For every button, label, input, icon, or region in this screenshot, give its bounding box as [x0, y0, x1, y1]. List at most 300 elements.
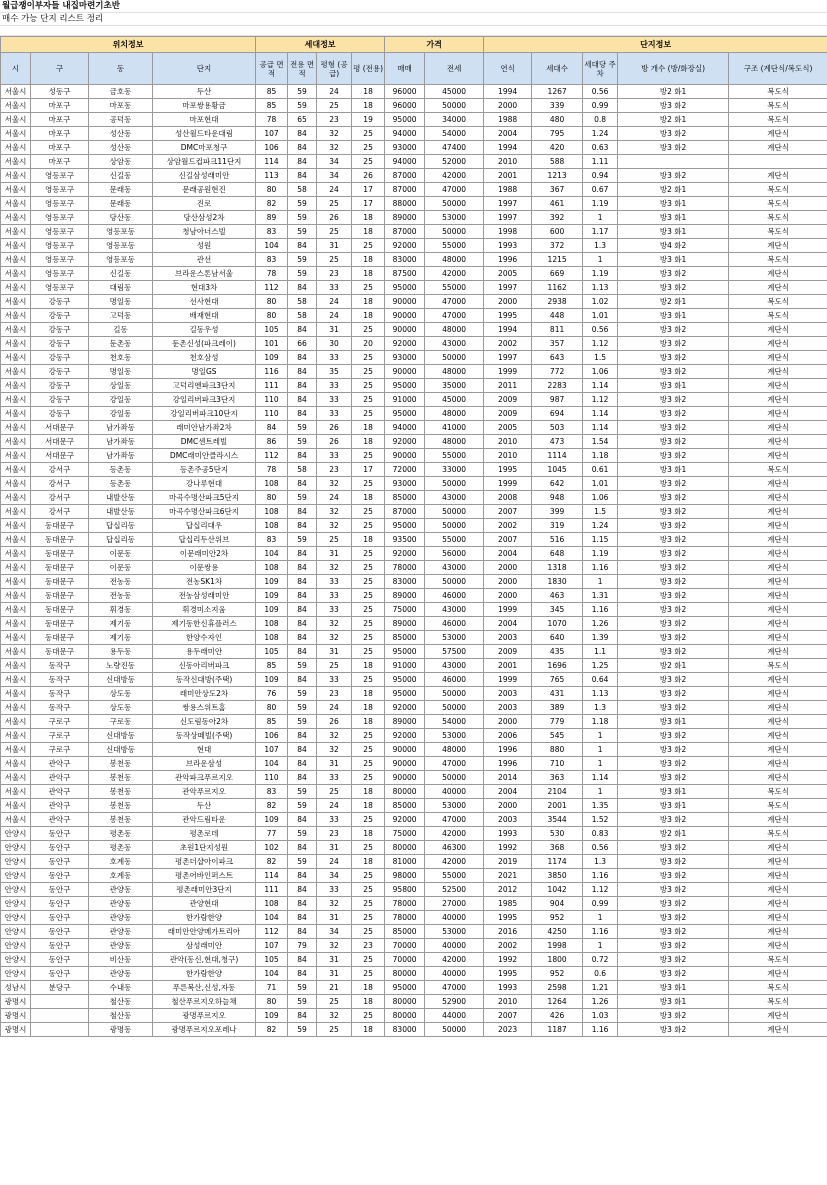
table-cell[interactable]: 방3 화2: [618, 855, 729, 869]
table-cell[interactable]: 108: [256, 561, 288, 575]
table-cell[interactable]: 84: [256, 421, 288, 435]
table-cell[interactable]: 25: [317, 785, 352, 799]
table-cell[interactable]: 2283: [532, 379, 583, 393]
table-cell[interactable]: 24: [317, 701, 352, 715]
table-cell[interactable]: 59: [288, 533, 317, 547]
table-cell[interactable]: 25: [352, 925, 385, 939]
table-cell[interactable]: 1215: [532, 253, 583, 267]
table-cell[interactable]: 2011: [484, 379, 532, 393]
table-cell[interactable]: 33000: [425, 463, 484, 477]
table-cell[interactable]: 18: [352, 981, 385, 995]
table-cell[interactable]: 계단식: [729, 491, 827, 505]
table-cell[interactable]: 1.12: [583, 393, 618, 407]
table-cell[interactable]: 42000: [425, 169, 484, 183]
table-cell[interactable]: 계단식: [729, 1023, 827, 1037]
table-cell[interactable]: 관양동: [89, 925, 153, 939]
table-cell[interactable]: 92000: [385, 813, 425, 827]
table-cell[interactable]: 서울시: [1, 533, 31, 547]
table-cell[interactable]: 방3 화2: [618, 1023, 729, 1037]
table-cell[interactable]: 계단식: [729, 673, 827, 687]
table-cell[interactable]: 계단식: [729, 323, 827, 337]
table-cell[interactable]: 금호동: [89, 85, 153, 99]
table-cell[interactable]: 계단식: [729, 407, 827, 421]
table-cell[interactable]: 복도식: [729, 85, 827, 99]
table-cell[interactable]: 강동구: [31, 365, 89, 379]
table-cell[interactable]: 17: [352, 183, 385, 197]
table-cell[interactable]: 78: [256, 267, 288, 281]
table-cell[interactable]: 동대문구: [31, 589, 89, 603]
table-cell[interactable]: 54000: [425, 127, 484, 141]
table-cell[interactable]: 59: [288, 785, 317, 799]
table-cell[interactable]: 18: [352, 785, 385, 799]
table-cell[interactable]: 1045: [532, 463, 583, 477]
table-cell[interactable]: 방3 화2: [618, 953, 729, 967]
table-cell[interactable]: 30: [317, 337, 352, 351]
table-cell[interactable]: 1.13: [583, 687, 618, 701]
table-cell[interactable]: 33: [317, 883, 352, 897]
table-cell[interactable]: 강서구: [31, 477, 89, 491]
table-cell[interactable]: 101: [256, 337, 288, 351]
table-cell[interactable]: 1.16: [583, 1023, 618, 1037]
table-cell[interactable]: 안양시: [1, 967, 31, 981]
table-cell[interactable]: 서울시: [1, 673, 31, 687]
table-cell[interactable]: 78: [256, 463, 288, 477]
table-cell[interactable]: 2004: [484, 547, 532, 561]
table-cell[interactable]: 25: [352, 631, 385, 645]
table-cell[interactable]: 답십리두산위브: [153, 533, 256, 547]
table-cell[interactable]: 50000: [425, 225, 484, 239]
table-cell[interactable]: 111: [256, 883, 288, 897]
table-cell[interactable]: 58: [288, 183, 317, 197]
table-cell[interactable]: 방3 화2: [618, 519, 729, 533]
table-cell[interactable]: 95000: [385, 687, 425, 701]
table-cell[interactable]: 109: [256, 673, 288, 687]
table-cell[interactable]: 제기동: [89, 617, 153, 631]
table-cell[interactable]: 서울시: [1, 449, 31, 463]
table-cell[interactable]: 계단식: [729, 645, 827, 659]
table-cell[interactable]: 서울시: [1, 757, 31, 771]
table-cell[interactable]: 47000: [425, 309, 484, 323]
table-cell[interactable]: 80000: [385, 967, 425, 981]
table-cell[interactable]: 용두동: [89, 645, 153, 659]
table-cell[interactable]: 방3 화2: [618, 687, 729, 701]
table-cell[interactable]: 779: [532, 715, 583, 729]
table-cell[interactable]: 26: [317, 211, 352, 225]
table-cell[interactable]: 93000: [385, 141, 425, 155]
table-cell[interactable]: 명일동: [89, 365, 153, 379]
table-cell[interactable]: 25: [352, 673, 385, 687]
table-cell[interactable]: 105: [256, 645, 288, 659]
table-cell[interactable]: 당산삼성2차: [153, 211, 256, 225]
table-cell[interactable]: 50000: [425, 575, 484, 589]
table-cell[interactable]: 방3 화2: [618, 603, 729, 617]
table-cell[interactable]: 80: [256, 701, 288, 715]
table-cell[interactable]: 방3 화1: [618, 253, 729, 267]
table-cell[interactable]: 40000: [425, 785, 484, 799]
table-cell[interactable]: 서울시: [1, 603, 31, 617]
table-cell[interactable]: 1.16: [583, 925, 618, 939]
table-cell[interactable]: 1994: [484, 141, 532, 155]
table-cell[interactable]: 안양시: [1, 883, 31, 897]
table-cell[interactable]: 방3 화1: [618, 225, 729, 239]
table-cell[interactable]: 공덕동: [89, 113, 153, 127]
table-cell[interactable]: 461: [532, 197, 583, 211]
table-cell[interactable]: 78000: [385, 911, 425, 925]
table-cell[interactable]: 관양동: [89, 897, 153, 911]
table-cell[interactable]: 25: [352, 547, 385, 561]
table-cell[interactable]: 35: [317, 365, 352, 379]
table-cell[interactable]: 서울시: [1, 743, 31, 757]
table-cell[interactable]: 2008: [484, 491, 532, 505]
table-cell[interactable]: 84: [288, 911, 317, 925]
table-cell[interactable]: 90000: [385, 309, 425, 323]
table-cell[interactable]: 계단식: [729, 771, 827, 785]
table-cell[interactable]: 84: [288, 589, 317, 603]
table-cell[interactable]: 345: [532, 603, 583, 617]
table-cell[interactable]: 2006: [484, 729, 532, 743]
table-cell[interactable]: 114: [256, 869, 288, 883]
table-cell[interactable]: 0.72: [583, 953, 618, 967]
table-cell[interactable]: 59: [288, 253, 317, 267]
table-cell[interactable]: 59: [288, 435, 317, 449]
table-cell[interactable]: 2001: [484, 659, 532, 673]
table-cell[interactable]: 서대문구: [31, 435, 89, 449]
table-cell[interactable]: 영등포구: [31, 267, 89, 281]
table-cell[interactable]: 113: [256, 169, 288, 183]
table-cell[interactable]: 18: [352, 799, 385, 813]
table-cell[interactable]: 동안구: [31, 897, 89, 911]
table-cell[interactable]: 강서구: [31, 505, 89, 519]
table-cell[interactable]: 방3 화1: [618, 995, 729, 1009]
table-cell[interactable]: 방3 화1: [618, 309, 729, 323]
table-cell[interactable]: 93000: [385, 351, 425, 365]
table-cell[interactable]: 2004: [484, 785, 532, 799]
table-cell[interactable]: 철산동: [89, 995, 153, 1009]
table-cell[interactable]: 1.17: [583, 225, 618, 239]
table-cell[interactable]: 48000: [425, 743, 484, 757]
table-cell[interactable]: 제기동: [89, 631, 153, 645]
table-cell[interactable]: 44000: [425, 1009, 484, 1023]
table-cell[interactable]: 47400: [425, 141, 484, 155]
table-cell[interactable]: 강서구: [31, 491, 89, 505]
table-cell[interactable]: 46000: [425, 617, 484, 631]
table-cell[interactable]: 80000: [385, 995, 425, 1009]
table-cell[interactable]: 80000: [385, 1009, 425, 1023]
table-cell[interactable]: 55000: [425, 239, 484, 253]
table-cell[interactable]: 106: [256, 729, 288, 743]
table-cell[interactable]: 0.63: [583, 141, 618, 155]
table-cell[interactable]: 영등포동: [89, 239, 153, 253]
table-cell[interactable]: 휘경미소지움: [153, 603, 256, 617]
table-cell[interactable]: 25: [317, 533, 352, 547]
table-cell[interactable]: 안양시: [1, 841, 31, 855]
table-cell[interactable]: 이문쌍용: [153, 561, 256, 575]
table-cell[interactable]: 25: [317, 1023, 352, 1037]
table-cell[interactable]: 신대방동: [89, 743, 153, 757]
table-cell[interactable]: 104: [256, 547, 288, 561]
table-cell[interactable]: 관악구: [31, 771, 89, 785]
table-cell[interactable]: 1993: [484, 827, 532, 841]
table-cell[interactable]: 600: [532, 225, 583, 239]
table-cell[interactable]: 1.02: [583, 295, 618, 309]
table-cell[interactable]: 23: [317, 113, 352, 127]
table-cell[interactable]: 95000: [385, 281, 425, 295]
table-cell[interactable]: 문래동: [89, 197, 153, 211]
table-cell[interactable]: 계단식: [729, 617, 827, 631]
table-cell[interactable]: 전농동: [89, 589, 153, 603]
table-cell[interactable]: 전농동: [89, 575, 153, 589]
table-cell[interactable]: 제기동한신휴플러스: [153, 617, 256, 631]
table-cell[interactable]: 2007: [484, 505, 532, 519]
table-cell[interactable]: 강동구: [31, 337, 89, 351]
table-cell[interactable]: 등촌동: [89, 463, 153, 477]
table-cell[interactable]: 방3 화2: [618, 631, 729, 645]
table-cell[interactable]: 광명푸르지오포레나: [153, 1023, 256, 1037]
table-cell[interactable]: 52500: [425, 883, 484, 897]
table-cell[interactable]: 서울시: [1, 561, 31, 575]
table-cell[interactable]: 서울시: [1, 645, 31, 659]
table-cell[interactable]: 방3 화2: [618, 323, 729, 337]
table-cell[interactable]: 1213: [532, 169, 583, 183]
table-cell[interactable]: 33: [317, 449, 352, 463]
table-cell[interactable]: 83: [256, 253, 288, 267]
table-cell[interactable]: 1.24: [583, 519, 618, 533]
table-cell[interactable]: 448: [532, 309, 583, 323]
table-cell[interactable]: 방3 화2: [618, 967, 729, 981]
table-cell[interactable]: 둔촌동: [89, 337, 153, 351]
table-cell[interactable]: 방3 화2: [618, 407, 729, 421]
table-cell[interactable]: 성동구: [31, 85, 89, 99]
table-cell[interactable]: 안양시: [1, 869, 31, 883]
table-cell[interactable]: 마포쌍용황금: [153, 99, 256, 113]
table-cell[interactable]: 1318: [532, 561, 583, 575]
table-cell[interactable]: 복도식: [729, 99, 827, 113]
table-cell[interactable]: [31, 1009, 89, 1023]
table-cell[interactable]: 답십리대우: [153, 519, 256, 533]
table-cell[interactable]: 청남아너스빌: [153, 225, 256, 239]
table-cell[interactable]: 1042: [532, 883, 583, 897]
table-cell[interactable]: 계단식: [729, 715, 827, 729]
table-cell[interactable]: 영등포구: [31, 169, 89, 183]
table-cell[interactable]: 53000: [425, 799, 484, 813]
table-cell[interactable]: 쌍용스위트홈: [153, 701, 256, 715]
table-cell[interactable]: 363: [532, 771, 583, 785]
table-cell[interactable]: 서울시: [1, 211, 31, 225]
table-cell[interactable]: 방3 화1: [618, 211, 729, 225]
table-cell[interactable]: 상일동: [89, 379, 153, 393]
table-cell[interactable]: 105: [256, 953, 288, 967]
table-cell[interactable]: 강동구: [31, 323, 89, 337]
table-cell[interactable]: 106: [256, 141, 288, 155]
table-cell[interactable]: 588: [532, 155, 583, 169]
table-cell[interactable]: 명일GS: [153, 365, 256, 379]
table-cell[interactable]: 91000: [385, 659, 425, 673]
table-cell[interactable]: 방2 화1: [618, 113, 729, 127]
table-cell[interactable]: 1.15: [583, 533, 618, 547]
table-cell[interactable]: 평촌로데: [153, 827, 256, 841]
table-cell[interactable]: 서울시: [1, 589, 31, 603]
table-cell[interactable]: 1992: [484, 841, 532, 855]
table-cell[interactable]: 선사현대: [153, 295, 256, 309]
table-cell[interactable]: 마포구: [31, 127, 89, 141]
table-cell[interactable]: 호계동: [89, 855, 153, 869]
table-cell[interactable]: 45000: [425, 85, 484, 99]
table-cell[interactable]: 93500: [385, 533, 425, 547]
table-cell[interactable]: 53000: [425, 729, 484, 743]
table-cell[interactable]: 18: [352, 491, 385, 505]
table-cell[interactable]: 서울시: [1, 379, 31, 393]
table-cell[interactable]: 방3 화2: [618, 561, 729, 575]
table-cell[interactable]: 31: [317, 911, 352, 925]
table-cell[interactable]: 33: [317, 379, 352, 393]
table-cell[interactable]: 구로구: [31, 715, 89, 729]
table-cell[interactable]: 0.56: [583, 85, 618, 99]
table-cell[interactable]: 1.12: [583, 883, 618, 897]
table-cell[interactable]: 방3 화2: [618, 757, 729, 771]
table-cell[interactable]: 84: [288, 365, 317, 379]
table-cell[interactable]: 1999: [484, 603, 532, 617]
table-cell[interactable]: 비산동: [89, 953, 153, 967]
table-cell[interactable]: 45000: [425, 393, 484, 407]
table-cell[interactable]: 90000: [385, 323, 425, 337]
table-cell[interactable]: 서울시: [1, 309, 31, 323]
table-cell[interactable]: 영등포구: [31, 211, 89, 225]
table-cell[interactable]: 79: [288, 939, 317, 953]
table-cell[interactable]: 431: [532, 687, 583, 701]
table-cell[interactable]: 서울시: [1, 785, 31, 799]
table-cell[interactable]: 1999: [484, 673, 532, 687]
table-cell[interactable]: 방3 화2: [618, 617, 729, 631]
table-cell[interactable]: 21: [317, 981, 352, 995]
table-cell[interactable]: 동안구: [31, 841, 89, 855]
table-cell[interactable]: 1.01: [583, 309, 618, 323]
table-cell[interactable]: 2000: [484, 575, 532, 589]
table-cell[interactable]: 당산동: [89, 211, 153, 225]
table-cell[interactable]: 동안구: [31, 939, 89, 953]
table-cell[interactable]: 59: [288, 799, 317, 813]
table-cell[interactable]: 2002: [484, 939, 532, 953]
table-cell[interactable]: 1.14: [583, 379, 618, 393]
table-cell[interactable]: 84: [288, 547, 317, 561]
table-cell[interactable]: 55000: [425, 281, 484, 295]
table-cell[interactable]: 23: [317, 463, 352, 477]
table-cell[interactable]: 399: [532, 505, 583, 519]
table-cell[interactable]: 동대문구: [31, 645, 89, 659]
table-cell[interactable]: 34000: [425, 113, 484, 127]
table-cell[interactable]: 47000: [425, 183, 484, 197]
table-cell[interactable]: 84: [288, 477, 317, 491]
table-cell[interactable]: 48000: [425, 435, 484, 449]
table-cell[interactable]: 18: [352, 225, 385, 239]
table-cell[interactable]: 서울시: [1, 295, 31, 309]
table-cell[interactable]: 방3 화1: [618, 981, 729, 995]
table-cell[interactable]: 25: [352, 575, 385, 589]
table-cell[interactable]: 84: [288, 323, 317, 337]
table-cell[interactable]: 41000: [425, 421, 484, 435]
table-cell[interactable]: 영등포동: [89, 253, 153, 267]
table-cell[interactable]: 방3 화2: [618, 127, 729, 141]
table-cell[interactable]: 방3 화2: [618, 435, 729, 449]
table-cell[interactable]: 브라운삼성: [153, 757, 256, 771]
table-cell[interactable]: 59: [288, 827, 317, 841]
table-cell[interactable]: 방3 화2: [618, 645, 729, 659]
table-cell[interactable]: 110: [256, 407, 288, 421]
table-cell[interactable]: 1.5: [583, 505, 618, 519]
table-cell[interactable]: 25: [352, 645, 385, 659]
table-cell[interactable]: 25: [352, 967, 385, 981]
table-cell[interactable]: 1.14: [583, 407, 618, 421]
table-cell[interactable]: 389: [532, 701, 583, 715]
table-cell[interactable]: 신길동: [89, 267, 153, 281]
table-cell[interactable]: 2007: [484, 1009, 532, 1023]
table-cell[interactable]: 72000: [385, 463, 425, 477]
table-cell[interactable]: 방3 화2: [618, 547, 729, 561]
table-cell[interactable]: 관악구: [31, 757, 89, 771]
table-cell[interactable]: 77: [256, 827, 288, 841]
table-cell[interactable]: 계단식: [729, 281, 827, 295]
table-cell[interactable]: 분당구: [31, 981, 89, 995]
table-cell[interactable]: 516: [532, 533, 583, 547]
table-cell[interactable]: 669: [532, 267, 583, 281]
table-cell[interactable]: 계단식: [729, 421, 827, 435]
table-cell[interactable]: 복도식: [729, 253, 827, 267]
table-cell[interactable]: 43000: [425, 603, 484, 617]
table-cell[interactable]: 95000: [385, 673, 425, 687]
table-cell[interactable]: 0.83: [583, 827, 618, 841]
table-cell[interactable]: 71: [256, 981, 288, 995]
table-cell[interactable]: 66: [288, 337, 317, 351]
table-cell[interactable]: 59: [288, 1023, 317, 1037]
table-cell[interactable]: 55000: [425, 449, 484, 463]
table-cell[interactable]: 방3 화1: [618, 197, 729, 211]
table-cell[interactable]: 92000: [385, 729, 425, 743]
table-cell[interactable]: 84: [288, 673, 317, 687]
table-cell[interactable]: 호계동: [89, 869, 153, 883]
table-cell[interactable]: 46000: [425, 673, 484, 687]
table-cell[interactable]: 영등포구: [31, 225, 89, 239]
table-cell[interactable]: 107: [256, 743, 288, 757]
table-cell[interactable]: 동안구: [31, 883, 89, 897]
table-cell[interactable]: 110: [256, 393, 288, 407]
table-cell[interactable]: 1999: [484, 477, 532, 491]
table-cell[interactable]: [729, 155, 827, 169]
table-cell[interactable]: 전농삼성래미안: [153, 589, 256, 603]
table-cell[interactable]: 32: [317, 1009, 352, 1023]
table-cell[interactable]: 40000: [425, 939, 484, 953]
table-cell[interactable]: 42000: [425, 267, 484, 281]
table-cell[interactable]: 50000: [425, 197, 484, 211]
table-cell[interactable]: 32: [317, 477, 352, 491]
table-cell[interactable]: 0.56: [583, 841, 618, 855]
table-cell[interactable]: 복도식: [729, 785, 827, 799]
table-cell[interactable]: 동안구: [31, 869, 89, 883]
table-cell[interactable]: 서울시: [1, 253, 31, 267]
table-cell[interactable]: 복도식: [729, 995, 827, 1009]
table-cell[interactable]: 59: [288, 421, 317, 435]
table-cell[interactable]: 80: [256, 183, 288, 197]
table-cell[interactable]: 봉천동: [89, 799, 153, 813]
table-cell[interactable]: 방3 화2: [618, 841, 729, 855]
table-cell[interactable]: 문래동: [89, 183, 153, 197]
table-cell[interactable]: 420: [532, 141, 583, 155]
table-cell[interactable]: 동안구: [31, 953, 89, 967]
table-cell[interactable]: 55000: [425, 533, 484, 547]
table-cell[interactable]: 복도식: [729, 225, 827, 239]
table-cell[interactable]: 84: [288, 407, 317, 421]
table-cell[interactable]: 88000: [385, 197, 425, 211]
table-cell[interactable]: 2016: [484, 925, 532, 939]
table-cell[interactable]: 84: [288, 505, 317, 519]
